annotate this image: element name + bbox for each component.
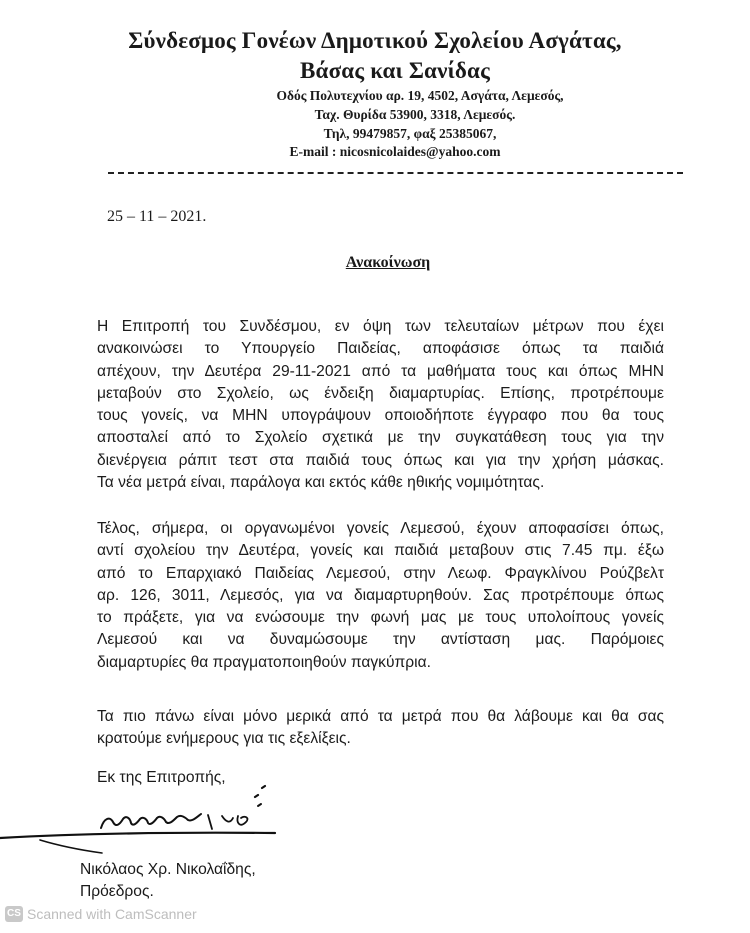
closing-on-behalf: Εκ της Επιτροπής, <box>97 769 226 786</box>
phone-fax-line: Τηλ, 99479857, φαξ 25385067, <box>323 126 497 141</box>
paragraph-2 <box>97 518 664 674</box>
email-line: E-mail : nicosnicolaides@yahoo.com <box>289 144 501 159</box>
paragraph-1-line: ανακοινώσει το Υπουργείο Παιδείας, αποφάσισε όπως τα παιδιά <box>97 340 664 358</box>
subject-heading <box>0 254 750 272</box>
paragraph-1-line: μεταβούν στο Σχολείο, ως ένδειξη διαμαρτυρίας. Επίσης, προτρέπουμε <box>97 384 664 402</box>
paragraph-1-line: απέχουν, την Δευτέρα 29-11-2021 από τα μαθήματα τους και όπως ΜΗΝ <box>97 362 664 380</box>
signatory-name: Νικόλαος Χρ. Νικολαΐδης, <box>80 861 256 878</box>
paragraph-1-line: αποσταλεί από το Σχολείο σχετικά με την συγκατάθεση τους για την <box>97 429 664 447</box>
paragraph-1 <box>97 316 664 494</box>
subject-text: Ανακοίνωση <box>345 254 431 271</box>
paragraph-3 <box>97 706 664 751</box>
address-line-2: Ταχ. Θυρίδα 53900, 3318, Λεμεσός. <box>314 107 516 122</box>
letterhead-divider <box>108 172 683 174</box>
paragraph-2-line: Τέλος, σήμερα, οι οργανωμένοι γονείς Λεμεσού, έχουν αποφασίσει όπως, <box>97 520 664 537</box>
paragraph-3-line: κρατούμε ενήμερους για τις εξελίξεις. <box>97 730 351 748</box>
paragraph-1-line: τους γονείς, να ΜΗΝ υπογράψουν οποιοδήποτε έγγραφο που θα τους <box>97 407 664 425</box>
paragraph-1-line: Η Επιτροπή του Συνδέσμου, εν όψη των τελευταίων μέτρων που έχει <box>97 318 664 335</box>
letter-date: 25 – 11 – 2021. <box>107 208 207 225</box>
signatory-title: Πρόεδρος. <box>80 883 154 900</box>
paragraph-2-line: διαμαρτυρίες θα πραγματοποιηθούν παγκύπρια. <box>97 653 431 671</box>
paragraph-1-line: διενέργεια ράπιτ τεστ στα παιδιά τους όπως και για την χρήση μάσκας. <box>97 451 664 469</box>
paragraph-2-line: αντί σχολείου την Δευτέρα, γονείς και παιδιά μεταβουν στις 7.45 πμ. έξω <box>97 542 664 560</box>
signature-icon <box>0 770 320 860</box>
paragraph-1-line: Τα νέα μετρά είναι, παράλογα και εκτός κάθε ηθικής νομιμότητας. <box>97 474 545 492</box>
paragraph-2-line: Λεμεσού και να δυναμώσουμε την αντίσταση μας. Παρόμοιες <box>97 631 664 649</box>
paragraph-2-line: το πράξετε, για να ενώσουμε την φωνή μας με τους υπολοίπους γονείς <box>97 609 664 627</box>
letterhead-title-line2: Βάσας και Σανίδας <box>300 58 490 83</box>
paragraph-2-line: από το Επαρχιακό Παιδείας Λεμεσού, στην Λεωφ. Φραγκλίνου Ρούζβελτ <box>97 564 664 582</box>
address-line-1: Οδός Πολυτεχνίου αρ. 19, 4502, Ασγάτα, Λεμεσός, <box>276 88 564 103</box>
camscanner-watermark: Scanned with CamScanner <box>27 906 197 922</box>
paragraph-2-line: αρ. 126, 3011, Λεμεσός, για να διαμαρτυρηθούν. Σας προτρέπουμε όπως <box>97 586 664 604</box>
letterhead-title-line1: Σύνδεσμος Γονέων Δημοτικού Σχολείου Ασγάτας, <box>128 28 622 53</box>
paragraph-3-line: Τα πιο πάνω είναι μόνο μερικά από τα μετρά που θα λάβουμε και θα σας <box>97 708 664 725</box>
camscanner-logo-icon: CS <box>5 906 23 922</box>
